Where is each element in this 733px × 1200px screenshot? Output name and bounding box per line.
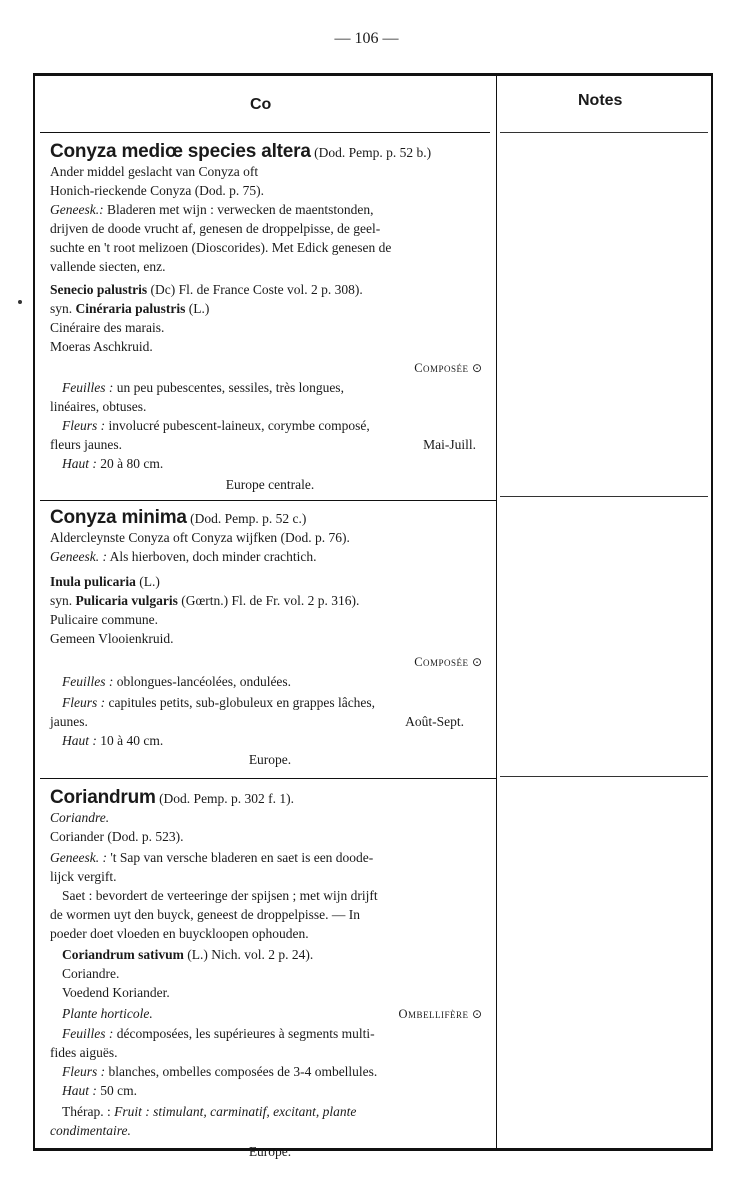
fleurs-label: Fleurs : xyxy=(62,418,106,433)
text-line: drijven de doode vrucht af, genesen de droppelpisse, de geel- xyxy=(50,221,381,236)
feuilles-text-cont: fides aiguës. xyxy=(50,1045,118,1060)
text-line: Coriander (Dod. p. 523). xyxy=(50,829,184,844)
geneesk-label: Geneesk. : xyxy=(50,549,107,564)
syn-prefix: syn. xyxy=(50,593,73,608)
synonym-name: Pulicaria vulgaris xyxy=(75,593,178,608)
feuilles-text-cont: linéaires, obtuses. xyxy=(50,399,147,414)
geneesk-text: 't Sap van versche bladeren en saet is een doode- xyxy=(110,850,374,865)
entry-conyza-minima xyxy=(50,508,490,769)
latin-name: Senecio palustris xyxy=(50,282,148,297)
therap-text: stimulant, carminatif, excitant, plante xyxy=(153,1104,357,1119)
feuilles-text: oblongues-lancéolées, ondulées. xyxy=(116,674,292,689)
notes-rule-1 xyxy=(500,132,708,133)
french-name: Cinéraire des marais. xyxy=(50,320,165,335)
haut-label: Haut : xyxy=(62,456,97,471)
entry-title-line xyxy=(50,142,490,162)
therap-text-cont: condimentaire. xyxy=(50,1123,131,1138)
text-line: poeder doet vloeden en buyckloopen ophouden. xyxy=(50,926,309,941)
entry-title: Coriandrum xyxy=(50,787,156,808)
region: Europe. xyxy=(248,752,292,767)
region: Europe centrale. xyxy=(225,477,315,492)
latin-authority: (L.) xyxy=(139,574,160,589)
feuilles-label: Feuilles : xyxy=(62,1026,114,1041)
fleurs-label: Fleurs : xyxy=(62,1064,106,1079)
fleurs-text: blanches, ombelles composées de 3-4 ombellules. xyxy=(108,1064,378,1079)
geneesk-text: Bladeren met wijn : verwecken de maentstonden, xyxy=(106,202,374,217)
fleurs-text: involucré pubescent-laineux, corymbe composé, xyxy=(108,418,370,433)
perennial-symbol: ⊙ xyxy=(471,361,482,375)
fleurs-text-cont: fleurs jaunes. xyxy=(50,437,122,452)
text-line: suchte en 't root melizoen (Dioscorides). Met Edick genesen de xyxy=(50,240,392,255)
haut-text: 50 cm. xyxy=(100,1083,137,1098)
feuilles-text: décomposées, les supérieures à segments multi- xyxy=(116,1026,375,1041)
feuilles-text: un peu pubescentes, sessiles, très longues, xyxy=(116,380,344,395)
dutch-name: Moeras Aschkruid. xyxy=(50,339,153,354)
margin-mark xyxy=(18,300,22,304)
haut-label: Haut : xyxy=(62,1083,97,1098)
therap-label: Thérap. : xyxy=(62,1104,111,1119)
perennial-symbol: ⊙ xyxy=(471,1007,482,1021)
geneesk-label: Geneesk. : xyxy=(50,850,107,865)
synonym-reference: (Gœrtn.) Fl. de Fr. vol. 2 p. 316). xyxy=(181,593,360,608)
haut-text: 10 à 40 cm. xyxy=(100,733,164,748)
text-line: Honich-rieckende Conyza (Dod. p. 75). xyxy=(50,183,265,198)
geneesk-text: Als hierboven, doch minder crachtich. xyxy=(109,549,317,564)
text-line: Saet : bevordert de verteeringe der spijsen ; met wijn drijft xyxy=(62,888,378,903)
entry-title: Conyza mediœ species altera xyxy=(50,141,311,162)
family-name: Ombellifère xyxy=(398,1007,469,1021)
synonym-name: Cinéraria palustris xyxy=(75,301,186,316)
haut-label: Haut : xyxy=(62,733,97,748)
entry-reference: (Dod. Pemp. p. 302 f. 1). xyxy=(159,791,295,806)
page-number: — 106 — xyxy=(334,30,399,47)
latin-name: Coriandrum sativum xyxy=(62,947,184,962)
feuilles-label: Feuilles : xyxy=(62,380,114,395)
notes-rule-2 xyxy=(500,496,708,497)
french-name: Pulicaire commune. xyxy=(50,612,158,627)
text-line: Aldercleynste Conyza oft Conyza wijfken (Dod. p. 76). xyxy=(50,530,350,545)
latin-reference: (Dc) Fl. de France Coste vol. 2 p. 308). xyxy=(150,282,363,297)
notes-rule-3 xyxy=(500,776,708,777)
region: Europe. xyxy=(248,1144,292,1159)
entry-title: Conyza minima xyxy=(50,507,187,528)
header-rule xyxy=(40,132,490,133)
text-line: vallende siecten, enz. xyxy=(50,259,166,274)
text-line: lijck vergift. xyxy=(50,869,117,884)
therap-fruit: Fruit : xyxy=(114,1104,150,1119)
dutch-name: Gemeen Vlooienkruid. xyxy=(50,631,174,646)
header-co: Co xyxy=(250,96,272,113)
plante-horticole: Plante horticole. xyxy=(62,1006,153,1021)
header-notes: Notes xyxy=(578,92,623,109)
perennial-symbol: ⊙ xyxy=(471,655,482,669)
entry-divider-2 xyxy=(40,778,496,779)
synonym-authority: (L.) xyxy=(188,301,210,316)
column-divider xyxy=(496,76,497,1148)
feuilles-label: Feuilles : xyxy=(62,674,114,689)
entry-reference: (Dod. Pemp. p. 52 c.) xyxy=(190,511,307,526)
fleurs-text: capitules petits, sub-globuleux en grappes lâches, xyxy=(108,695,376,710)
entry-divider-1 xyxy=(40,500,496,501)
flowering-period: Août-Sept. xyxy=(405,714,464,729)
family-name: Composée xyxy=(414,361,469,375)
geneesk-label: Geneesk.: xyxy=(50,202,104,217)
text-line: Ander middel geslacht van Conyza oft xyxy=(50,164,259,179)
entry-coriandrum xyxy=(50,788,490,1161)
entry-reference: (Dod. Pemp. p. 52 b.) xyxy=(314,145,432,160)
entry-conyza-mediae xyxy=(50,142,490,494)
latin-name: Inula pulicaria xyxy=(50,574,136,589)
text-line: de wormen uyt den buyck, geneest de droppelpisse. — In xyxy=(50,907,361,922)
text-line: Coriandre. xyxy=(50,810,110,825)
haut-text: 20 à 80 cm. xyxy=(100,456,164,471)
flowering-period: Mai-Juill. xyxy=(423,437,476,452)
syn-prefix: syn. xyxy=(50,301,73,316)
family-name: Composée xyxy=(414,655,469,669)
latin-reference: (L.) Nich. vol. 2 p. 24). xyxy=(187,947,314,962)
entry-title-line xyxy=(50,508,490,528)
french-name: Coriandre. xyxy=(62,966,120,981)
entry-title-line xyxy=(50,788,490,808)
dutch-name: Voedend Koriander. xyxy=(62,985,170,1000)
fleurs-label: Fleurs : xyxy=(62,695,106,710)
fleurs-text-cont: jaunes. xyxy=(50,714,88,729)
